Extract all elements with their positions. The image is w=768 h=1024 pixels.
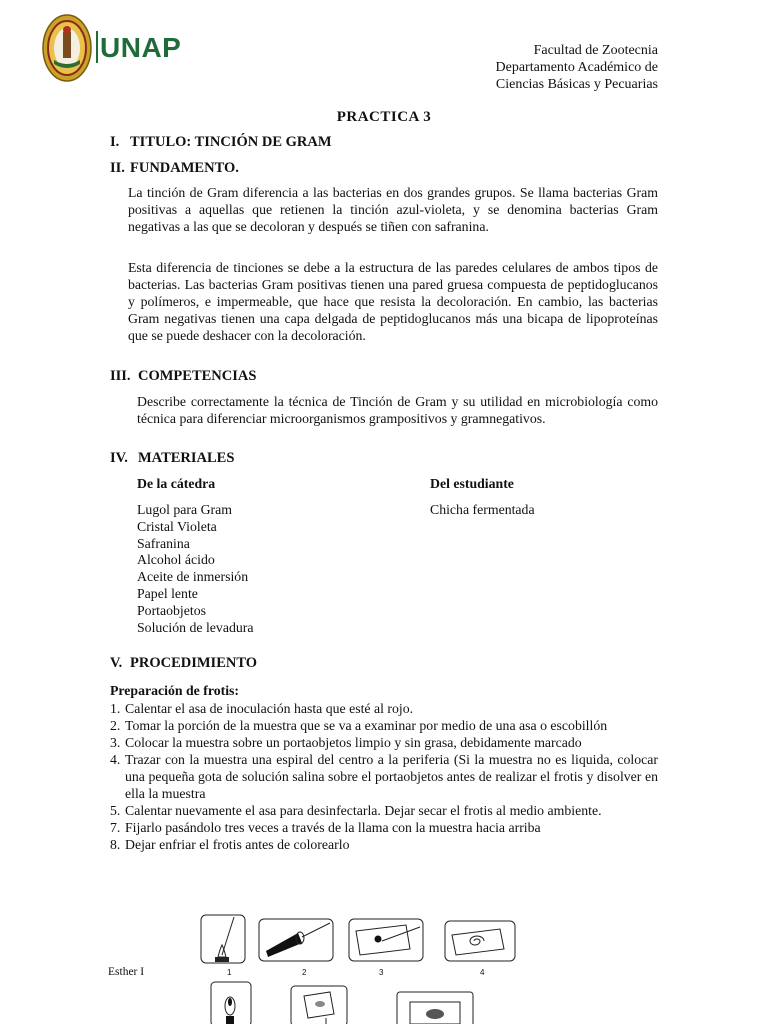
section-heading-competencias	[110, 368, 256, 385]
list-item: Aceite de inmersión	[137, 569, 249, 585]
spiral-smear-illustration	[444, 919, 518, 963]
section-number: III.	[110, 368, 131, 384]
list-item: Alcohol ácido	[137, 552, 215, 568]
section-label: COMPETENCIAS	[138, 368, 257, 384]
department-name: Departamento Académico de	[495, 60, 658, 75]
procedure-step	[110, 751, 658, 802]
student-material-item: Chicha fermentada	[430, 502, 535, 517]
faculty-name: Facultad de Zootecnia	[533, 43, 658, 58]
catedra-materials-list	[137, 502, 253, 636]
section-number: II.	[110, 160, 125, 176]
figure-label: 4	[480, 968, 485, 977]
column-heading-estudiante: Del estudiante	[430, 476, 514, 491]
list-item: Safranina	[137, 535, 190, 551]
competencias-paragraph: Describe correctamente la técnica de Tinción de Gram y su utilidad en microbiología como técnica para diferenciar microorganismos grampositivos y gramnegativos.	[137, 394, 658, 426]
procedure-step	[110, 700, 658, 717]
sample-tube-illustration	[258, 917, 336, 963]
figure-label: 2	[302, 968, 307, 977]
step-text: Tomar la porción de la muestra que se va a examinar por medio de una asa o escobillón	[125, 718, 608, 733]
fundamento-paragraph-2: Esta diferencia de tinciones se debe a la estructura de las paredes celulares de ambos tipos de bacterias. Las bacterias Gram positivas tienen una pared gruesa compuesta de peptidoglucanos y polímeros, e impermeable, que hace que resista la decoloración. En cambio, las bacterias Gram negativas tienen una capa delgada de peptidoglucanos más una bicapa de lipoproteínas que se puede deshacer con la decoloración.	[128, 260, 658, 343]
section-heading-materiales	[110, 450, 234, 467]
section-heading-titulo	[110, 134, 332, 151]
step-text: Dejar enfriar el frotis antes de colorearlo	[125, 837, 350, 852]
institution-header	[496, 42, 658, 93]
section-label: TITULO: TINCIÓN DE GRAM	[130, 134, 332, 150]
university-seal-icon	[42, 14, 92, 82]
figure-label: 3	[379, 968, 384, 977]
procedure-step	[110, 819, 658, 836]
procedure-step	[110, 717, 658, 734]
step-number: 4.	[110, 752, 121, 767]
step-text: Colocar la muestra sobre un portaobjetos limpio y sin grasa, debidamente marcado	[125, 735, 582, 750]
list-item: Cristal Violeta	[137, 518, 217, 534]
step-number: 2.	[110, 718, 121, 733]
section-label: FUNDAMENTO.	[130, 160, 239, 176]
figure-label: 1	[227, 968, 232, 977]
step-number: 8.	[110, 837, 121, 852]
subheading-preparacion: Preparación de frotis:	[110, 683, 240, 698]
department-name-2: Ciencias Básicas y Pecuarias	[495, 77, 658, 92]
section-label: PROCEDIMIENTO	[130, 655, 258, 671]
column-heading-catedra: De la cátedra	[137, 476, 216, 491]
list-item: Papel lente	[137, 585, 198, 601]
section-number: IV.	[110, 450, 128, 466]
step-number: 3.	[110, 735, 121, 750]
step-number: 7.	[110, 820, 121, 835]
list-item: Solución de levadura	[137, 619, 254, 635]
list-item: Portaobjetos	[137, 602, 206, 618]
flame-loop-illustration	[200, 913, 248, 965]
step-text: Trazar con la muestra una espiral del centro a la periferia (Si la muestra no es liquida, colocar una pequeña gota de solución salina sobre el portaobjetos antes de realizar el frotis y disolver en ella la muestra	[125, 752, 658, 801]
section-heading-fundamento	[110, 160, 239, 177]
step-number: 5.	[110, 803, 121, 818]
fixing-slide-illustration	[290, 984, 350, 1024]
procedure-steps	[110, 700, 658, 853]
heating-loop-illustration	[210, 980, 254, 1024]
step-text: Calentar nuevamente el asa para desinfectarla. Dejar secar el frotis al medio ambiente.	[125, 803, 602, 818]
list-item: Lugol para Gram	[137, 502, 233, 517]
brand-name: UNAP	[100, 32, 182, 63]
section-number: I.	[110, 134, 120, 150]
procedure-step	[110, 836, 658, 853]
cooling-slide-illustration	[396, 990, 476, 1024]
step-text: Calentar el asa de inoculación hasta que esté al rojo.	[125, 701, 414, 716]
procedure-step	[110, 802, 658, 819]
step-text: Fijarlo pasándolo tres veces a través de la llama con la muestra hacia arriba	[125, 820, 541, 835]
step-number: 1.	[110, 701, 121, 716]
section-heading-procedimiento	[110, 655, 257, 672]
section-label: MATERIALES	[138, 450, 235, 466]
footer-author: Esther I	[108, 966, 145, 978]
procedure-step	[110, 734, 658, 751]
section-number: V.	[110, 655, 123, 671]
slide-sample-illustration	[348, 917, 426, 963]
practice-title: PRACTICA 3	[336, 109, 432, 125]
fundamento-paragraph-1: La tinción de Gram diferencia a las bacterias en dos grandes grupos. Se llama bacterias Gram positivas a aquellas que retienen la tinción azul-violeta, y se denomina bacterias Gram negativas a las que se decoloran y después se tiñen con safranina.	[128, 185, 658, 234]
brand-divider	[96, 31, 98, 63]
